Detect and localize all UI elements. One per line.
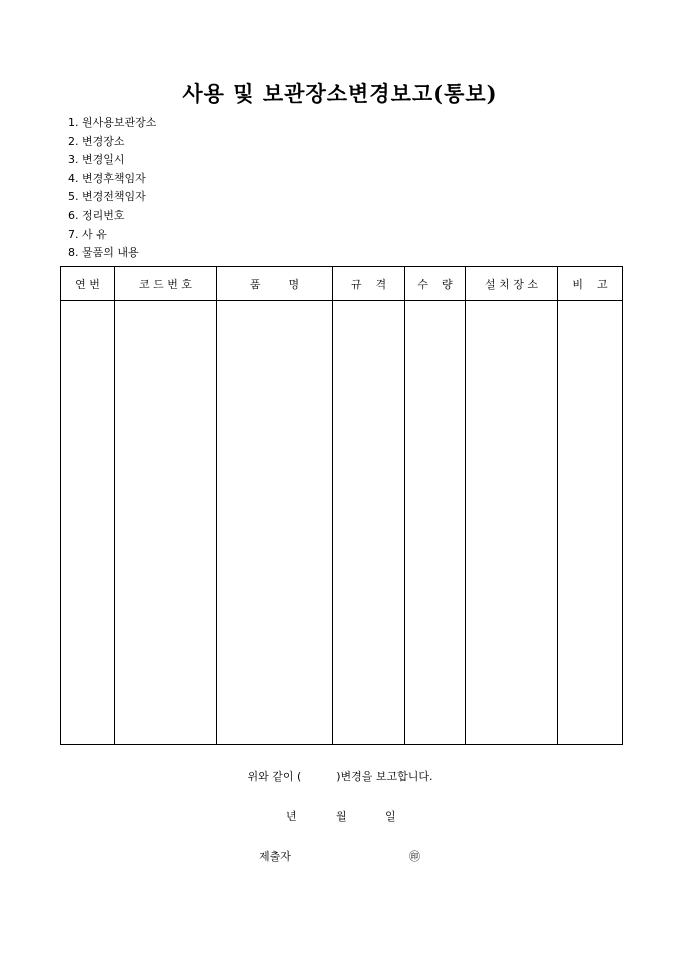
seal-icon: ㊞ — [409, 850, 420, 863]
list-item: 4. 변경후책임자 — [68, 171, 146, 185]
report-sentence: 위와 같이 ( )변경을 보고합니다. — [247, 770, 433, 783]
table-cell[interactable] — [558, 301, 623, 745]
header-item-name: 품 명 — [217, 267, 333, 301]
goods-table — [60, 266, 623, 745]
list-item: 3. 변경일시 — [68, 153, 125, 167]
document-title: 사용 및 보관장소변경보고(통보) — [182, 81, 498, 106]
table-row — [61, 301, 623, 745]
year-label: 년 — [286, 810, 297, 823]
table-cell[interactable] — [217, 301, 333, 745]
header-spec: 규 격 — [333, 267, 405, 301]
table-cell[interactable] — [405, 301, 466, 745]
header-quantity: 수 량 — [405, 267, 466, 301]
list-item: 7. 사 유 — [68, 227, 107, 241]
header-code-no: 코 드 번 호 — [115, 267, 217, 301]
table-cell[interactable] — [115, 301, 217, 745]
day-label: 일 — [385, 810, 396, 823]
item-list — [68, 114, 156, 263]
table-cell[interactable] — [61, 301, 115, 745]
list-item: 6. 정리번호 — [68, 208, 125, 222]
table-cell[interactable] — [333, 301, 405, 745]
list-item: 2. 변경장소 — [68, 134, 125, 148]
list-item: 1. 원사용보관장소 — [68, 116, 157, 129]
table-header-row — [61, 267, 623, 301]
submitter-label: 제출자 — [259, 850, 291, 863]
list-item: 8. 물품의 내용 — [68, 246, 139, 260]
table-cell[interactable] — [466, 301, 558, 745]
month-label: 월 — [336, 810, 347, 823]
list-item: 5. 변경전책임자 — [68, 190, 146, 204]
header-serial-no: 연 번 — [61, 267, 115, 301]
header-location: 설 치 장 소 — [466, 267, 558, 301]
header-remarks: 비 고 — [558, 267, 623, 301]
